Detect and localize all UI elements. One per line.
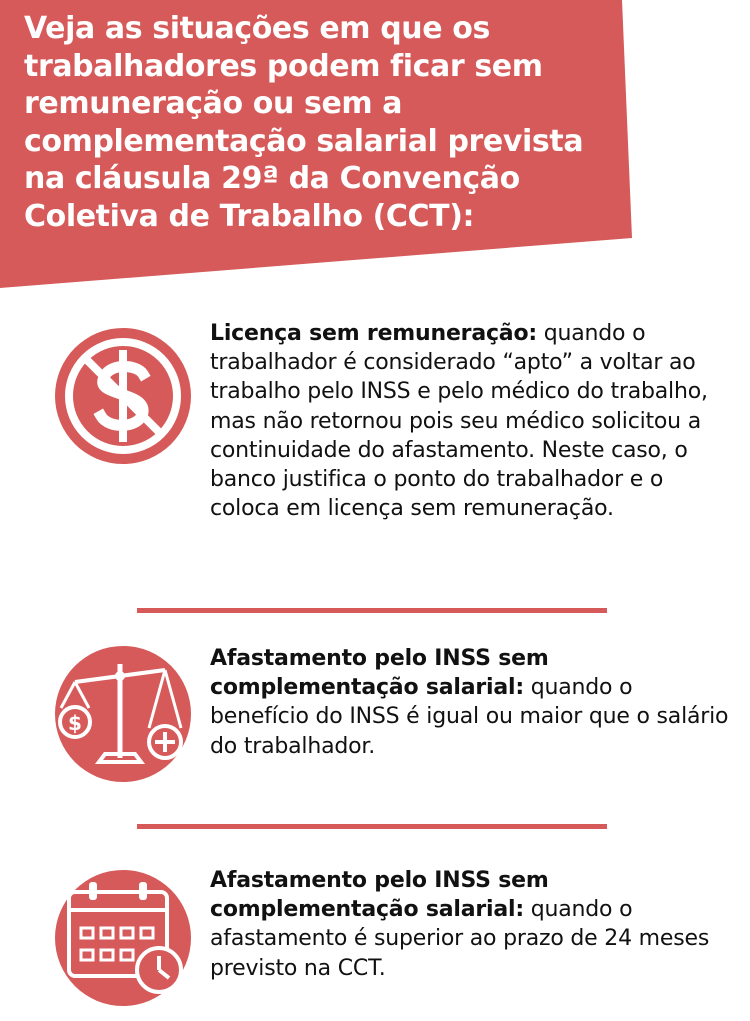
page-title: Veja as situações em que os trabalhadores podem ficar sem remuneração ou sem a complementação salarial prevista na cláusula 29ª da Convenção Coletiva de Trabalho (CCT): (24, 11, 584, 234)
item-title: Afastamento pelo INSS sem complementação salarial: (210, 868, 549, 923)
item-description: quando o afastamento é superior ao prazo de 24 meses previsto na CCT. (210, 897, 710, 981)
calendar-clock-icon (55, 870, 191, 1006)
divider (137, 824, 607, 829)
item-text (210, 866, 730, 983)
header-banner (0, 0, 750, 300)
svg-text:$: $ (68, 711, 82, 735)
item-text (210, 319, 730, 523)
balance-scale-icon (55, 646, 191, 782)
item-description: quando o benefício do INSS é igual ou maior que o salário do trabalhador. (210, 675, 729, 759)
item-title: Afastamento pelo INSS sem complementação salarial: (210, 646, 549, 701)
item-description: quando o trabalhador é considerado “apto” a voltar ao trabalho pelo INSS e pelo médico do trabalho, mas não retornou pois seu médico solicitou a continuidade do afastamento. Neste caso, o banco justifica o ponto do trabalhador e o coloca em licença sem remuneração. (210, 321, 708, 522)
item-text (210, 644, 730, 761)
divider (137, 608, 607, 613)
item-title: Licença sem remuneração: (210, 321, 537, 346)
no-money-icon (55, 328, 191, 464)
